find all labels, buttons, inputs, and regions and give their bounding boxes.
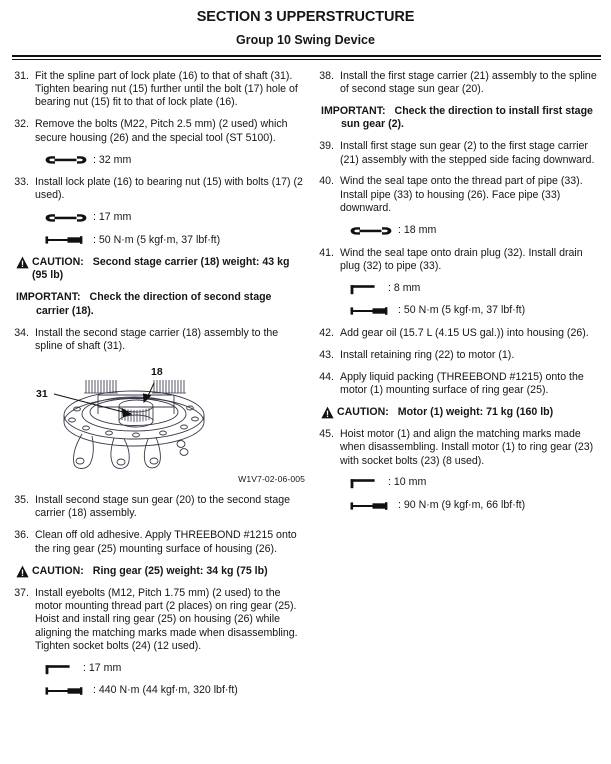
step-number: 37. [14, 586, 29, 599]
tool-spec-row [319, 282, 600, 295]
tool-spec-row [319, 224, 600, 237]
hex-key-icon [349, 477, 383, 489]
important-notice [319, 105, 600, 132]
caution-text: Ring gear (25) weight: 34 kg (75 lb) [92, 564, 268, 577]
caution-body [32, 565, 307, 578]
step-text: Install second stage sun gear (20) to the second stage carrier (18) assembly. [35, 494, 291, 520]
hex-key-icon [349, 283, 383, 295]
step-text: Install the first stage carrier (21) assembly to the spline of second stage sun gear (20). [340, 69, 597, 95]
step-text: Add gear oil (15.7 L (4.15 US gal.)) into housing (26). [340, 326, 589, 339]
divider-thick-line [12, 55, 601, 57]
tool-spec-value: : 90 N·m (9 kgf·m, 66 lbf·ft) [398, 498, 526, 511]
step-number: 33. [14, 175, 29, 188]
torque-wrench-icon [44, 234, 88, 246]
step-text: Install the second stage carrier (18) assembly to the spline of shaft (31). [35, 326, 279, 353]
caution-label: CAUTION: [337, 405, 389, 418]
tool-spec-row [319, 499, 600, 512]
torque-wrench-icon [349, 500, 393, 512]
hex-key-icon [44, 663, 78, 675]
step-text: Remove the bolts (M22, Pitch 2.5 mm) (2 used) which secure housing (26) and the special tool (ST 5100). [35, 118, 288, 144]
warning-triangle-icon [16, 565, 29, 578]
open-end-wrench-icon [44, 212, 88, 224]
procedure-step [319, 70, 600, 97]
tool-spec-row [14, 154, 307, 167]
figure-callout-18: 18 [151, 366, 163, 378]
step-number: 36. [14, 529, 29, 542]
hex-key-icon [44, 663, 78, 675]
step-text: Fit the spline part of lock plate (16) to that of shaft (31). Tighten bearing nut (15) further until the bolt (17) hole of bearing nut (15) fit to that of lock plate (16). [35, 69, 298, 109]
step-number: 35. [14, 494, 29, 506]
step-number: 44. [319, 370, 334, 383]
tool-spec-value: : 50 N·m (5 kgf·m, 37 lbf·ft) [398, 304, 526, 317]
important-text: Check the direction to install first stage [394, 104, 593, 117]
tool-spec-row [319, 476, 600, 489]
open-end-wrench-icon [44, 212, 88, 224]
tool-spec-value: : 440 N·m (44 kgf·m, 320 lbf·ft) [93, 684, 238, 697]
step-number: 38. [319, 69, 334, 82]
procedure-step [319, 327, 600, 340]
step-text: Clean off old adhesive. Apply THREEBOND #1215 onto the ring gear (25) mounting surface of housing (26). [35, 529, 297, 555]
torque-wrench-icon [44, 685, 88, 697]
torque-wrench-icon [44, 685, 88, 697]
procedure-step [14, 327, 307, 354]
tool-spec-row [14, 211, 307, 224]
right-column [307, 70, 600, 707]
figure-id-label: W1V7-02-06-005 [238, 474, 305, 484]
procedure-step [319, 247, 600, 274]
caution-notice [14, 565, 307, 578]
hex-key-icon [349, 283, 383, 295]
procedure-step [14, 118, 307, 145]
procedure-step [14, 70, 307, 110]
step-text: Install retaining ring (22) to motor (1). [340, 348, 515, 361]
tool-spec-value: : 10 mm [388, 476, 427, 489]
left-column [14, 70, 307, 707]
torque-wrench-icon [349, 500, 393, 512]
caution-text: Motor (1) weight: 71 kg (160 lb) [397, 405, 554, 418]
procedure-step [319, 349, 600, 362]
procedure-step [319, 140, 600, 167]
important-label: IMPORTANT: [16, 291, 81, 304]
caution-body [337, 406, 600, 419]
caution-notice [14, 256, 307, 283]
step-number: 40. [319, 175, 334, 188]
warning-triangle-icon [321, 406, 334, 419]
open-end-wrench-icon [349, 225, 393, 237]
procedure-step [319, 175, 600, 215]
page-header [0, 0, 611, 48]
important-text-continued: sun gear (2). [341, 118, 404, 131]
tool-spec-value: : 17 mm [93, 211, 132, 224]
step-text: Apply liquid packing (THREEBOND #1215) onto the motor (1) mounting surface of ring gear (25). [340, 370, 584, 396]
open-end-wrench-icon [44, 154, 88, 166]
caution-body [32, 256, 307, 283]
step-number: 39. [319, 140, 334, 153]
caution-notice [319, 406, 600, 419]
tool-spec-value: : 32 mm [93, 153, 132, 166]
figure-illustration [14, 362, 307, 474]
step-number: 43. [319, 348, 334, 361]
tool-spec-value: : 17 mm [83, 662, 122, 675]
step-number: 45. [319, 427, 334, 440]
content-columns [0, 60, 611, 707]
procedure-step [14, 494, 307, 521]
step-text: Install eyebolts (M12, Pitch 1.75 mm) (2 used) to the motor mounting thread part (2 places) on ring gear (25). Hoist and install ring gear (25) on housing (26) while aligning the matching marks made when disassembling. Tighten socket bolts (24) (12 used). [35, 586, 298, 653]
hex-key-icon [349, 477, 383, 489]
tool-spec-row [14, 662, 307, 675]
important-notice [14, 291, 307, 318]
step-number: 34. [14, 326, 29, 339]
procedure-step [319, 428, 600, 468]
step-number: 42. [319, 326, 334, 339]
caution-label: CAUTION: [32, 564, 84, 577]
procedure-step [319, 371, 600, 398]
open-end-wrench-icon [349, 225, 393, 237]
important-text-continued: carrier (18). [36, 304, 94, 317]
step-text: Wind the seal tape onto drain plug (32). Install drain plug (32) to pipe (33). [340, 246, 583, 272]
tool-spec-value: : 18 mm [398, 224, 437, 237]
torque-wrench-icon [44, 234, 88, 246]
tool-spec-row [319, 304, 600, 317]
important-text: Check the direction of second stage [89, 291, 272, 304]
figure-callout-31: 31 [36, 388, 48, 400]
step-number: 41. [319, 246, 334, 259]
step-number: 32. [14, 118, 29, 131]
step-text: Wind the seal tape onto the thread part of pipe (33). Install pipe (33) to housing (26). Face pipe (33) downward. [340, 175, 583, 215]
step-number: 31. [14, 69, 29, 82]
torque-wrench-icon [349, 305, 393, 317]
tool-spec-row [14, 684, 307, 697]
tool-spec-row [14, 234, 307, 247]
open-end-wrench-icon [44, 154, 88, 166]
step-text: Install first stage sun gear (2) to the first stage carrier (21) assembly with the stepped side facing downward. [340, 140, 595, 166]
warning-triangle-icon [16, 256, 29, 269]
page-title: SECTION 3 UPPERSTRUCTURE [196, 9, 415, 25]
step-text: Install lock plate (16) to bearing nut (15) with bolts (17) (2 used). [35, 175, 303, 202]
caution-label: CAUTION: [32, 256, 84, 269]
procedure-step [14, 529, 307, 556]
procedure-step [14, 587, 307, 654]
procedure-step [14, 176, 307, 203]
step-text: Hoist motor (1) and align the matching marks made when disassembling. Install motor (1) to ring gear (23) with socket bolts (23) (8 used). [340, 427, 594, 467]
important-label: IMPORTANT: [321, 104, 386, 117]
figure-swing-device-carrier [14, 362, 307, 484]
tool-spec-value: : 8 mm [388, 281, 421, 294]
tool-spec-value: : 50 N·m (5 kgf·m, 37 lbf·ft) [93, 233, 221, 246]
page-subtitle: Group 10 Swing Device [236, 33, 375, 47]
torque-wrench-icon [349, 305, 393, 317]
caution-text: Second stage carrier (18) weight: 43 kg (95 lb) [32, 256, 290, 282]
